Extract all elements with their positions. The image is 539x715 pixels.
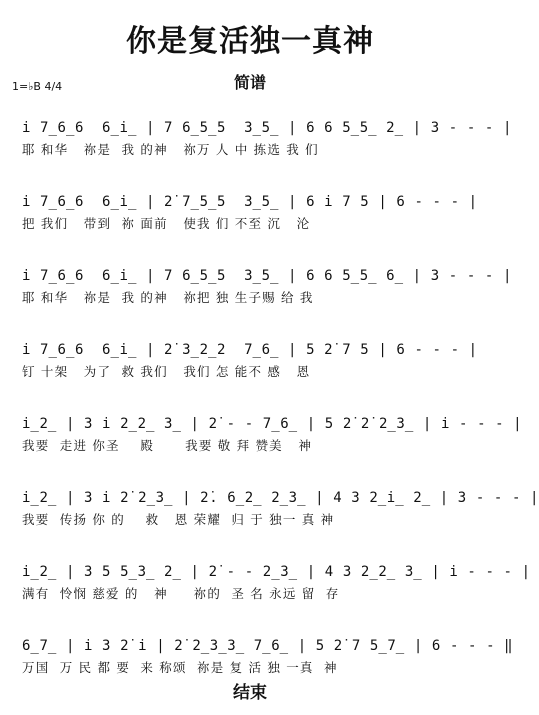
lyrics-line: 万国 万 民 都 要 来 称颂 祢是 复 活 独 一真 神 [22, 660, 338, 675]
notation-subtitle: 简谱 [233, 73, 266, 92]
score-system-7 [22, 562, 531, 636]
end-label: 结束 [233, 683, 267, 703]
notation-line: i 7̲6̲6 6̲i̲ | 2̇ 3̲2̲2 7̲6̲ | 5 2̇ 7 5 | 6 - - - | [22, 342, 478, 358]
notation-line: i 7̲6̲6 6̲i̲ | 2̇ 7̲5̲5 3̲5̲ | 6 i 7 5 | 6 - - - | [22, 194, 478, 210]
lyrics-line: 我要 传扬 你 的 救 恩 荣耀 归 于 独一 真 神 [22, 512, 335, 527]
notation-line: i̲2̲ | 3 5 5̲3̲ 2̲ | 2̇ - - 2̲3̲ | 4 3 2̲2̲ 3̲ | i - - - | [22, 564, 531, 580]
key-signature: 1=♭B 4/4 [12, 80, 63, 93]
song-title: 你是复活独一真神 [126, 24, 374, 59]
lyrics-line: 把 我们 带到 祢 面前 使我 们 不至 沉 沦 [22, 216, 311, 231]
lyrics-line: 耶 和华 祢是 我 的神 祢万 人 中 拣选 我 们 [22, 142, 319, 157]
lyrics-line: 我要 走进 你圣 殿 我要 敬 拜 赞美 神 [22, 438, 313, 453]
lyrics-line: 满有 怜悯 慈爱 的 神 祢的 圣 名 永远 留 存 [22, 586, 340, 601]
lyrics-line: 钉 十架 为了 救 我们 我们 怎 能不 感 恩 [22, 364, 311, 379]
notation-line: i 7̲6̲6 6̲i̲ | 7 6̲5̲5 3̲5̲ | 6 6 5̲5̲ 2̲ | 3 - - - | [22, 120, 512, 136]
score-system-4 [22, 340, 486, 414]
score-system-1 [22, 118, 512, 192]
notation-line: i̲2̲ | 3 i 2̲2̲ 3̲ | 2̇ - - 7̲6̲ | 5 2̇ 2̇ 2̲3̲ | i - - - | [22, 416, 523, 432]
score-system-3 [22, 266, 512, 340]
notation-line: i̲2̲ | 3 i 2̇ 2̲3̲ | 2̇. 6̲2̲ 2̲3̲ | 4 3 2̲i̲ 2̲ | 3 - - - | [22, 490, 539, 506]
notation-line: i 7̲6̲6 6̲i̲ | 7 6̲5̲5 3̲5̲ | 6 6 5̲5̲ 6̲ | 3 - - - | [22, 268, 512, 284]
notation-line: 6̲7̲ | i 3 2̇ i | 2̇ 2̲3̲3̲ 7̲6̲ | 5 2̇ 7 5̲7̲ | 6 - - - ‖ [22, 638, 514, 654]
score-system-6 [22, 488, 539, 562]
lyrics-line: 耶 和华 祢是 我 的神 祢把 独 生子赐 给 我 [22, 290, 314, 305]
score-system-5 [22, 414, 523, 488]
score [22, 118, 539, 710]
score-system-2 [22, 192, 486, 266]
